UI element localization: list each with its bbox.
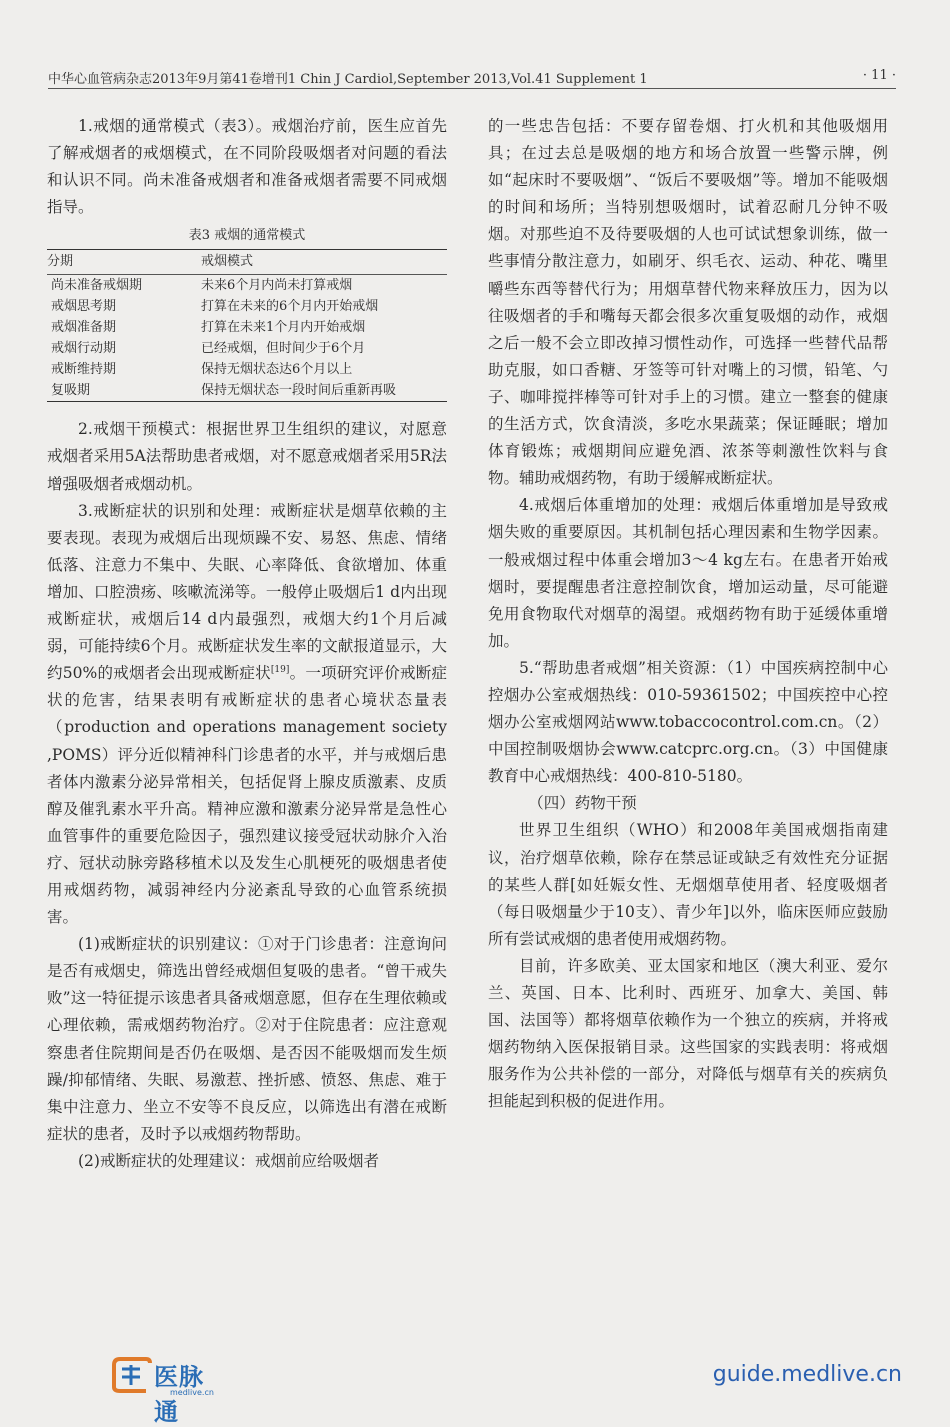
paragraph-text: 3.戒断症状的识别和处理：戒断症状是烟草依赖的主要表现。表现为戒烟后出现烦躁不安、易怒、焦虑、情绪低落、注意力不集中、失眠、心率降低、食欲增加、体重增加、口腔溃疡、咳嗽流涕等。一般停止吸烟后1 d内出现戒断症状，戒烟后14 d内最强烈，戒烟大约1个月后减弱，可能持续6个月。戒断症状发生率的文献报道显示，大约50%的戒烟者会出现戒断症状 bbox=[47, 501, 447, 683]
paragraph-text: 。一项研究评价戒断症状的危害，结果表明有戒断症状的患者心境状态量表（production and operations management society ,POMS）评分近似精神科门诊患者的水平，并与戒烟后患者体内激素分泌异常相关，包括促肾上腺皮质激素、皮质醇及催乳素水平升高。精神应激和激素分泌异常是急性心血管事件的重要危险因子，强烈建议接受冠状动脉介入治疗、冠状动脉旁路移植术以及发生心肌梗死的吸烟患者使用戒烟药物，减弱神经内分泌紊乱导致的心血管系统损害。 bbox=[47, 664, 447, 927]
medlive-logo-icon bbox=[110, 1355, 154, 1395]
table-row bbox=[47, 296, 447, 317]
table-header: 分期 bbox=[47, 250, 201, 275]
table-cell: 打算在未来的6个月内开始戒烟 bbox=[201, 299, 379, 315]
journal-citation: 中华心血管病杂志2013年9月第41卷增刊1 Chin J Cardiol,September 2013,Vol.41 Supplement 1 bbox=[48, 72, 648, 87]
table-row bbox=[47, 359, 447, 380]
table-cell: 戒烟行动期 bbox=[51, 341, 117, 357]
table-cell: 保持无烟状态达6个月以上 bbox=[201, 362, 353, 378]
paragraph: 5.“帮助患者戒烟”相关资源：（1）中国疾病控制中心控烟办公室戒烟热线：010-59361502；中国疾控中心控烟办公室戒烟网站www.tobaccocontrol.com.cn。（2）中国控制吸烟协会www.catcprc.org.cn。（3）中国健康教育中心戒烟热线：400-810-5180。 bbox=[488, 658, 888, 786]
right-column bbox=[488, 113, 888, 1115]
table-cell: 戒烟准备期 bbox=[51, 320, 117, 336]
citation-ref: [19] bbox=[270, 665, 290, 676]
smoking-cessation-table bbox=[47, 249, 447, 402]
paragraph: 2.戒烟干预模式：根据世界卫生组织的建议，对愿意戒烟者采用5A法帮助患者戒烟，对不愿意戒烟者采用5R法增强吸烟者戒烟动机。 bbox=[47, 420, 447, 493]
table-cell: 尚未准备戒烟期 bbox=[51, 278, 143, 294]
table-cell: 打算在未来1个月内开始戒烟 bbox=[201, 320, 366, 336]
medlive-logo bbox=[110, 1355, 220, 1426]
paragraph: 世界卫生组织（WHO）和2008年美国戒烟指南建议，治疗烟草依赖，除存在禁忌证或缺乏有效性充分证据的某些人群[如妊娠女性、无烟烟草使用者、轻度吸烟者（每日吸烟量少于10支）、青少年]以外，临床医师应鼓励所有尝试戒烟的患者使用戒烟药物。 bbox=[488, 821, 888, 948]
table-header: 戒烟模式 bbox=[201, 250, 447, 275]
paragraph: 4.戒烟后体重增加的处理：戒烟后体重增加是导致戒烟失败的重要原因。其机制包括心理因素和生物学因素。一般戒烟过程中体重会增加3～4 kg左右。在患者开始戒烟时，要提醒患者注意控制饮食，增加运动量，尽可能避免用食物取代对烟草的渴望。戒烟药物有助于延缓体重增加。 bbox=[488, 496, 888, 650]
logo-subtext: medlive.cn bbox=[170, 1388, 214, 1397]
table-row bbox=[47, 380, 447, 402]
paragraph: 1.戒烟的通常模式（表3）。戒烟治疗前，医生应首先了解戒烟者的戒烟模式，在不同阶段吸烟者对问题的看法和认识不同。尚未准备戒烟者和准备戒烟者需要不同戒烟指导。 bbox=[47, 117, 447, 217]
paragraph bbox=[47, 498, 447, 932]
table-cell: 戒烟思考期 bbox=[51, 299, 117, 315]
table-title: 表3 戒烟的通常模式 bbox=[188, 228, 306, 244]
table-cell: 未来6个月内尚未打算戒烟 bbox=[201, 278, 353, 294]
footer-url: guide.medlive.cn bbox=[712, 1362, 902, 1387]
paragraph: 的一些忠告包括：不要存留卷烟、打火机和其他吸烟用具；在过去总是吸烟的地方和场合放置一些警示牌，例如“起床时不要吸烟”、“饭后不要吸烟”等。增加不能吸烟的时间和场所；当特别想吸烟时，试着忍耐几分钟不吸烟。对那些迫不及待要吸烟的人也可试试想象训练，做一些事情分散注意力，如刷牙、织毛衣、运动、种花、嘴里嚼些东西等替代行为；用烟草替代物来释放压力，因为以往吸烟者的手和嘴每天都会很多次重复吸烟的动作，戒烟之后一般不会立即改掉习惯性动作，可选择一些替代品帮助克服，如口香糖、牙签等可针对嘴上的习惯，铅笔、勺子、咖啡搅拌棒等可针对手上的习惯。建立一整套的健康的生活方式，饮食清淡，多吃水果蔬菜；保证睡眠；增加体育锻炼；戒烟期间应避免酒、浓茶等刺激性饮料与食物。辅助戒烟药物，有助于缓解戒断症状。 bbox=[488, 117, 888, 488]
table-cell: 戒断维持期 bbox=[51, 362, 117, 378]
logo-text: 医脉通 bbox=[154, 1363, 204, 1426]
table-cell: 复吸期 bbox=[51, 383, 91, 399]
table-row bbox=[47, 317, 447, 338]
table-row bbox=[47, 338, 447, 359]
paragraph: (2)戒断症状的处理建议：戒烟前应给吸烟者 bbox=[78, 1151, 379, 1170]
paragraph: (1)戒断症状的识别建议：①对于门诊患者：注意询问是否有戒烟史，筛选出曾经戒烟但复吸的患者。“曾干戒失败”这一特征提示该患者具备戒烟意愿，但存在生理依赖或心理依赖，需戒烟药物治疗。②对于住院患者：应注意观察患者住院期间是否仍在吸烟、是否因不能吸烟而发生烦躁/抑郁情绪、失眠、易激惹、挫折感、愤怒、焦虑、难于集中注意力、坐立不安等不良反应，以筛选出有潜在戒断症状的患者，及时予以戒烟药物帮助。 bbox=[47, 935, 447, 1143]
left-column bbox=[47, 113, 447, 1175]
paragraph: 目前，许多欧美、亚太国家和地区（澳大利亚、爱尔兰、英国、日本、比利时、西班牙、加拿大、美国、韩国、法国等）都将烟草依赖作为一个独立的疾病，并将戒烟药物纳入医保报销目录。这些国家的实践表明：将戒烟服务作为公共补偿的一部分，对降低与烟草有关的疾病负担能起到积极的促进作用。 bbox=[488, 956, 888, 1111]
table-row bbox=[47, 275, 447, 297]
table-cell: 保持无烟状态一段时间后重新再吸 bbox=[201, 383, 397, 399]
table-cell: 已经戒烟，但时间少于6个月 bbox=[201, 341, 366, 357]
running-header bbox=[48, 66, 896, 89]
section-heading: （四）药物干预 bbox=[528, 794, 637, 813]
page-number: · 11 · bbox=[862, 68, 896, 83]
